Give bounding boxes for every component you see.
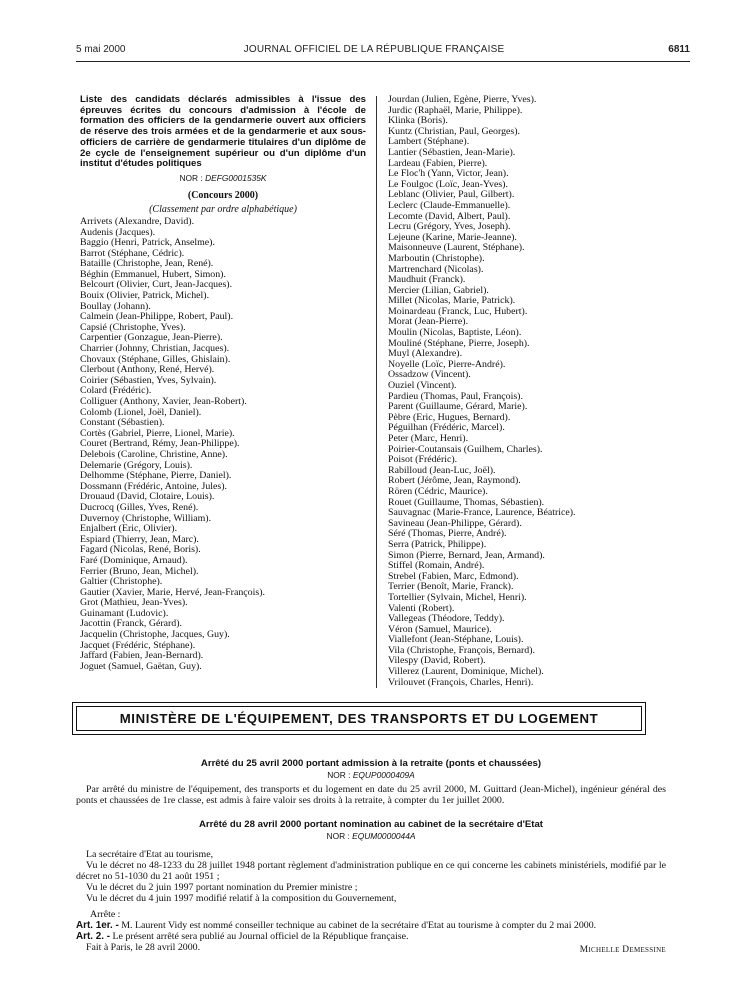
- article-2-label: Art. 2. -: [76, 931, 111, 942]
- candidate-name: Parent (Guillaume, Gérard, Marie).: [388, 401, 528, 413]
- candidate-name: Capsié (Christophe, Yves).: [80, 321, 186, 333]
- candidate-name: Vila (Christophe, François, Bernard).: [388, 644, 535, 656]
- candidate-name: Boullay (Johann).: [80, 300, 151, 312]
- header-page-number: 6811: [668, 44, 690, 55]
- fait-a-paris: Fait à Paris, le 28 avril 2000.: [86, 942, 201, 953]
- candidate-name: Savineau (Jean-Philippe, Gérard).: [388, 517, 522, 529]
- nor-label: NOR :: [326, 831, 350, 841]
- candidate-name: Ouziel (Vincent).: [388, 380, 457, 392]
- candidate-name: Maudhuit (Franck).: [388, 274, 466, 286]
- candidate-name: Ferrier (Bruno, Jean, Michel).: [80, 565, 199, 577]
- candidate-name: Lecru (Grégory, Yves, Joseph).: [388, 221, 511, 233]
- candidate-name: Delhomme (Stéphane, Pierre, Daniel).: [80, 470, 232, 482]
- candidate-name: Lantier (Sébastien, Jean-Marie).: [388, 146, 516, 158]
- candidate-name: Noyelle (Loïc, Pierre-André).: [388, 358, 506, 370]
- candidate-name: Fagard (Nicolas, René, Boris).: [80, 544, 201, 556]
- candidate-name: Moinardeau (Franck, Luc, Hubert).: [388, 305, 528, 317]
- candidate-name: Millet (Nicolas, Marie, Patrick).: [388, 295, 516, 307]
- candidate-name: Morat (Jean-Pierre).: [388, 316, 469, 328]
- arrete-intro: La secrétaire d'Etat au tourisme,: [86, 849, 214, 860]
- candidate-name: Véron (Samuel, Maurice).: [388, 623, 492, 635]
- candidate-name: Couret (Bertrand, Rémy, Jean-Philippe).: [80, 438, 240, 450]
- candidate-name: Guinamant (Ludovic).: [80, 607, 169, 619]
- concours-heading: (Concours 2000): [187, 189, 259, 201]
- candidate-name: Kuntz (Christian, Paul, Georges).: [388, 125, 521, 137]
- candidate-name: Enjalbert (Eric, Olivier).: [80, 523, 178, 535]
- section-nor: [80, 173, 366, 183]
- candidate-name: Drouaud (David, Clotaire, Louis).: [80, 491, 215, 503]
- candidate-name: Maisonneuve (Laurent, Stéphane).: [388, 242, 525, 254]
- candidate-name: Grot (Mathieu, Jean-Yves).: [80, 597, 188, 609]
- candidate-name: Bouix (Olivier, Patrick, Michel).: [80, 290, 210, 302]
- candidate-name: Calmein (Jean-Philippe, Robert, Paul).: [80, 311, 234, 323]
- candidate-name: Martrenchard (Nicolas).: [388, 263, 484, 275]
- candidate-list-left: [80, 217, 366, 673]
- arrete-nomination-nor: [76, 831, 666, 841]
- nor-code: EQUP0000409A: [352, 770, 415, 780]
- candidate-name: Duvernoy (Christophe, William).: [80, 512, 212, 524]
- candidate-name: Le Foulgoc (Loïc, Jean-Yves).: [388, 178, 508, 190]
- candidate-name: Jourdan (Julien, Egène, Pierre, Yves).: [388, 94, 537, 105]
- candidate-name: Rouet (Guillaume, Thomas, Sébastien).: [388, 496, 545, 508]
- candidate-name: Audenis (Jacques).: [80, 226, 156, 238]
- candidate-name: Leclerc (Claude-Emmanuelle).: [388, 199, 511, 211]
- candidate-name: Peter (Marc, Henri).: [388, 433, 469, 444]
- candidate-name: Vallegeas (Théodore, Teddy).: [388, 613, 505, 625]
- candidate-name: Ducrocq (Gilles, Yves, René).: [80, 501, 199, 513]
- arrete-nomination-title: Arrêté du 28 avril 2000 portant nomination au cabinet de la secrétaire d'Etat: [198, 819, 544, 830]
- candidate-name: Le Floc'h (Yann, Victor, Jean).: [388, 168, 509, 180]
- candidate-name: Simon (Pierre, Bernard, Jean, Armand).: [388, 549, 545, 561]
- candidate-name: Terrier (Benoît, Marie, Franck).: [388, 581, 514, 593]
- ministry-banner: [76, 706, 642, 731]
- candidate-name: Mouliné (Stéphane, Pierre, Joseph).: [388, 337, 530, 349]
- arrete-retraite-title: Arrêté du 25 avril 2000 portant admission à la retraite (ponts et chaussées): [200, 758, 542, 769]
- candidate-name: Mercier (Lilian, Gabriel).: [388, 284, 489, 296]
- arrete-retraite-body: Par arrêté du ministre de l'équipement, des transports et du logement en date du 25 avril 2000, M. Guittard (Jean-Michel), ingénieur général des ponts et chaussées de 1re classe, est admis à faire valoir ses droits à la retraite, à compter du 1er juillet 2000.: [76, 784, 666, 806]
- candidate-name: Espiard (Thierry, Jean, Marc).: [80, 533, 199, 545]
- candidate-name: Sauvagnac (Marie-France, Laurence, Béatrice).: [388, 507, 576, 519]
- candidate-name: Lambert (Stéphane).: [388, 136, 470, 148]
- candidate-name: Tortellier (Sylvain, Michel, Henri).: [388, 591, 527, 603]
- candidate-name: Barrot (Stéphane, Cédric).: [80, 247, 185, 259]
- arrete-nomination: [76, 819, 666, 953]
- candidate-name: Gautier (Xavier, Marie, Hervé, Jean-François).: [80, 586, 265, 598]
- candidate-name: Joguet (Samuel, Gaëtan, Guy).: [80, 660, 202, 672]
- nor-label: NOR :: [179, 172, 203, 183]
- arrete-retraite-nor: [76, 770, 666, 780]
- candidate-name: Séré (Thomas, Pierre, André).: [388, 528, 507, 540]
- candidate-name: Charrier (Johnny, Christian, Jacques).: [80, 343, 230, 355]
- candidate-name: Leblanc (Olivier, Paul, Gilbert).: [388, 189, 515, 201]
- candidate-name: Colomb (Lionel, Joël, Daniel).: [80, 406, 202, 418]
- article-1-text: M. Laurent Vidy est nommé conseiller technique au cabinet de la secrétaire d'Etat au tourisme à compter du 2 mai 2000.: [121, 920, 597, 931]
- candidate-name: Robert (Jérôme, Jean, Raymond).: [388, 475, 521, 487]
- arrete-vu-1: Vu le décret no 48-1233 du 28 juillet 1948 portant règlement d'administration publique en ce qui concerne les cabinets ministériels, modifié par le décret no 51-1030 du 21 août 1951 ;: [76, 860, 666, 882]
- nor-label: NOR :: [327, 770, 351, 780]
- candidate-name: Lejeune (Karine, Marie-Jeanne).: [388, 231, 517, 243]
- candidate-name: Lardeau (Fabien, Pierre).: [388, 157, 488, 169]
- candidate-name: Serra (Patrick, Philippe).: [388, 538, 487, 550]
- candidate-name: Coirier (Sébastien, Yves, Sylvain).: [80, 374, 217, 386]
- candidate-name: Constant (Sébastien).: [80, 417, 165, 429]
- article-1: [76, 920, 666, 931]
- candidate-name: Jacottin (Franck, Gérard).: [80, 618, 182, 630]
- arrete-arrete: Arrête :: [90, 909, 121, 920]
- arrete-vu-3: Vu le décret du 4 juin 1997 modifié relatif à la composition du Gouvernement,: [86, 893, 397, 904]
- right-column: [388, 95, 680, 688]
- candidate-name: Viallefont (Jean-Stéphane, Louis).: [388, 634, 524, 646]
- candidate-name: Belcourt (Olivier, Curt, Jean-Jacques).: [80, 279, 233, 291]
- candidate-name: Jacquelin (Christophe, Jacques, Guy).: [80, 629, 230, 641]
- candidate-name: Colard (Frédéric).: [80, 385, 152, 397]
- candidate-name: Moulin (Nicolas, Baptiste, Léon).: [388, 327, 522, 339]
- arrete-vu-2: Vu le décret du 2 juin 1997 portant nomination du Premier ministre ;: [86, 882, 358, 893]
- candidate-name: Muyl (Alexandre).: [388, 348, 463, 360]
- candidate-name: Rabilloud (Jean-Luc, Joël).: [388, 464, 496, 476]
- candidate-name: Stiffel (Romain, André).: [388, 560, 485, 572]
- section-title: Liste des candidats déclarés admissibles à l'issue des épreuves écrites du concours d'admission à l'école de formation des officiers de la gendarmerie ouvert aux officiers de réserve des trois armées et de la gendarmerie et aux sous-officiers de carrière de gendarmerie titulaires d'un diplôme de 2e cycle de l'enseignement supérieur ou d'un diplôme d'un institut d'études politiques: [80, 94, 366, 170]
- candidate-name: Marboutin (Christophe).: [388, 252, 485, 264]
- candidate-name: Baggio (Henri, Patrick, Anselme).: [80, 237, 215, 249]
- candidate-name: Galtier (Christophe).: [80, 576, 163, 588]
- candidate-name: Delemarie (Grégory, Louis).: [80, 459, 193, 471]
- nor-code: DEFG0001535K: [205, 172, 267, 183]
- candidate-name: Ossadzow (Vincent).: [388, 369, 471, 381]
- candidate-name: Chovaux (Stéphane, Gilles, Ghislain).: [80, 353, 231, 365]
- nor-code: EQUM0000044A: [352, 831, 416, 841]
- candidate-name: Rören (Cédric, Maurice).: [388, 485, 488, 497]
- candidate-name: Vilespy (David, Robert).: [388, 655, 486, 667]
- candidate-name: Faré (Dominique, Arnaud).: [80, 554, 188, 566]
- candidate-name: Arrivets (Alexandre, David).: [80, 215, 195, 227]
- arrete-retraite: [76, 758, 666, 806]
- column-divider: [376, 96, 377, 688]
- signature: Michelle Demessine: [579, 945, 666, 955]
- candidate-name: Cortès (Gabriel, Pierre, Lionel, Marie).: [80, 427, 235, 439]
- candidate-name: Colliguer (Anthony, Xavier, Jean-Robert).: [80, 396, 247, 408]
- header-rule: [76, 61, 690, 62]
- candidate-name: Vrilouvet (François, Charles, Henri).: [388, 676, 534, 688]
- candidate-name: Jacquet (Frédéric, Stéphane).: [80, 639, 196, 651]
- header-date: 5 mai 2000: [76, 44, 126, 55]
- candidate-list-right: [388, 95, 680, 688]
- candidate-name: Clerbout (Anthony, René, Hervé).: [80, 364, 215, 376]
- left-column: [80, 95, 366, 672]
- candidate-name: Jurdic (Raphaël, Marie, Philippe).: [388, 104, 523, 116]
- candidate-name: Carpentier (Gonzague, Jean-Pierre).: [80, 332, 223, 344]
- candidate-name: Poisot (Frédéric).: [388, 454, 458, 466]
- candidate-name: Pardieu (Thomas, Paul, François).: [388, 390, 523, 402]
- article-1-label: Art. 1er. -: [76, 920, 119, 931]
- candidate-name: Pèbre (Eric, Hugues, Bernard).: [388, 411, 511, 423]
- article-2-text: Le présent arrêté sera publié au Journal officiel de la République française.: [112, 931, 409, 942]
- candidate-name: Poirier-Coutansais (Guilhem, Charles).: [388, 443, 543, 455]
- candidate-name: Lecomte (David, Albert, Paul).: [388, 210, 511, 222]
- candidate-name: Dossmann (Frédéric, Antoine, Jules).: [80, 480, 228, 492]
- ministry-title: MINISTÈRE DE L'ÉQUIPEMENT, DES TRANSPORTS ET DU LOGEMENT: [119, 711, 599, 726]
- candidate-name: Valenti (Robert).: [388, 602, 455, 614]
- classement-note: (Classement par ordre alphabétique): [149, 203, 297, 215]
- candidate-name: Villerez (Laurent, Dominique, Michel).: [388, 666, 544, 678]
- article-2: [76, 931, 666, 942]
- candidate-name: Strebel (Fabien, Marc, Edmond).: [388, 570, 519, 582]
- candidate-name: Péguilhan (Frédéric, Marcel).: [388, 422, 505, 434]
- candidate-name: Bataille (Christophe, Jean, René).: [80, 258, 214, 270]
- candidate-name: Klinka (Boris).: [388, 115, 448, 127]
- candidate-name: Delebois (Caroline, Christine, Anne).: [80, 448, 228, 460]
- candidate-name: Jaffard (Fabien, Jean-Bernard).: [80, 650, 204, 662]
- candidate-name: Béghin (Emmanuel, Hubert, Simon).: [80, 268, 226, 280]
- header-journal-title: JOURNAL OFFICIEL DE LA RÉPUBLIQUE FRANÇAISE: [243, 44, 505, 55]
